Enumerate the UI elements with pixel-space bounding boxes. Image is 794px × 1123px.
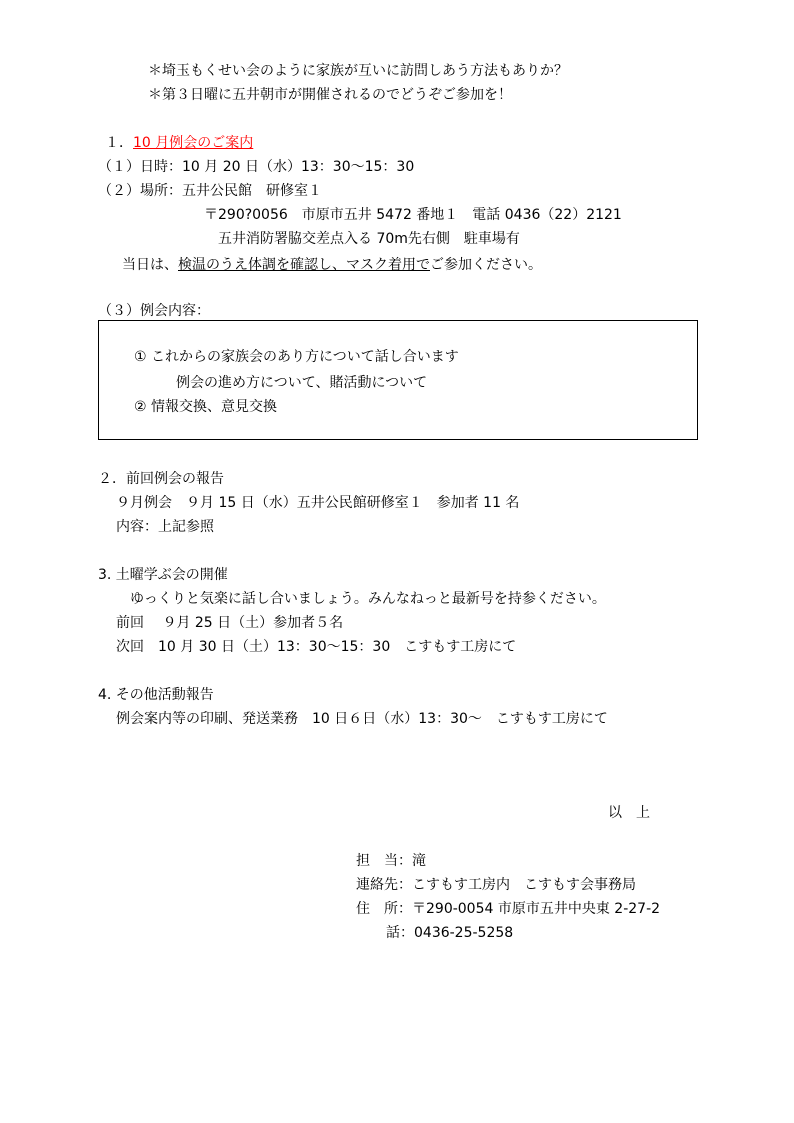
meeting-datetime: （１）日時：10 月 20 日（水）13：30～15：30 <box>98 159 415 175</box>
meeting-address: 〒290?0056 市原市五井 5472 番地１ 電話 0436（22）2121 <box>204 207 622 223</box>
section2-heading: ２．前回例会の報告 <box>98 471 224 487</box>
section4-heading: 4. その他活動報告 <box>98 687 214 703</box>
contact-phone: 話：0436-25-5258 <box>386 925 514 941</box>
note-1: ＊埼玉もくせい会のように家族が互いに訪問しあう方法もありか？ <box>148 63 568 79</box>
section3-heading: 3. 土曜学ぶ会の開催 <box>98 567 228 583</box>
meeting-place: （２）場所：五井公民館 研修室１ <box>98 183 322 199</box>
contact-person: 担 当：滝 <box>356 853 426 869</box>
note-2: ＊第３日曜に五井朝市が開催されるのでどうぞご参加を！ <box>148 87 512 103</box>
notice-pre: 当日は、 <box>122 257 178 273</box>
section1-number: １． <box>105 135 133 151</box>
content-item-2: ② 情報交換、意見交換 <box>134 399 278 415</box>
closing: 以 上 <box>608 805 650 821</box>
content-item-1-sub: 例会の進め方について、賭活動について <box>176 375 428 391</box>
meeting-notice <box>122 256 542 274</box>
contact-office: 連絡先：こすもす工房内 こすもす会事務局 <box>356 877 636 893</box>
section2-line-2: 内容：上記参照 <box>116 519 214 535</box>
section3-line-2: 前回 ９月 25 日（土）参加者５名 <box>116 615 344 631</box>
section3-line-3: 次回 10 月 30 日（土）13：30～15：30 こすもす工房にて <box>116 639 517 655</box>
notice-post: ご参加ください。 <box>430 257 542 273</box>
meeting-directions: 五井消防署脇交差点入る 70m先右側 駐車場有 <box>218 231 520 247</box>
section4-line-1: 例会案内等の印刷、発送業務 10 日６日（水）13：30～ こすもす工房にて <box>116 711 608 727</box>
section1-heading <box>105 134 253 152</box>
content-item-1: ① これからの家族会のあり方について話し合います <box>134 349 459 365</box>
section2-line-1: ９月例会 ９月 15 日（水）五井公民館研修室１ 参加者 11 名 <box>116 495 520 511</box>
contact-address: 住 所：〒290-0054 市原市五井中央東 2-27-2 <box>356 901 661 917</box>
notice-underlined: 検温のうえ体調を確認し、マスク着用で <box>178 257 430 273</box>
content-heading: （３）例会内容： <box>98 303 210 319</box>
section3-line-1: ゆっくりと気楽に話し合いましょう。みんなねっと最新号を持参ください。 <box>130 591 606 607</box>
section1-title: 10 月例会のご案内 <box>133 135 254 151</box>
